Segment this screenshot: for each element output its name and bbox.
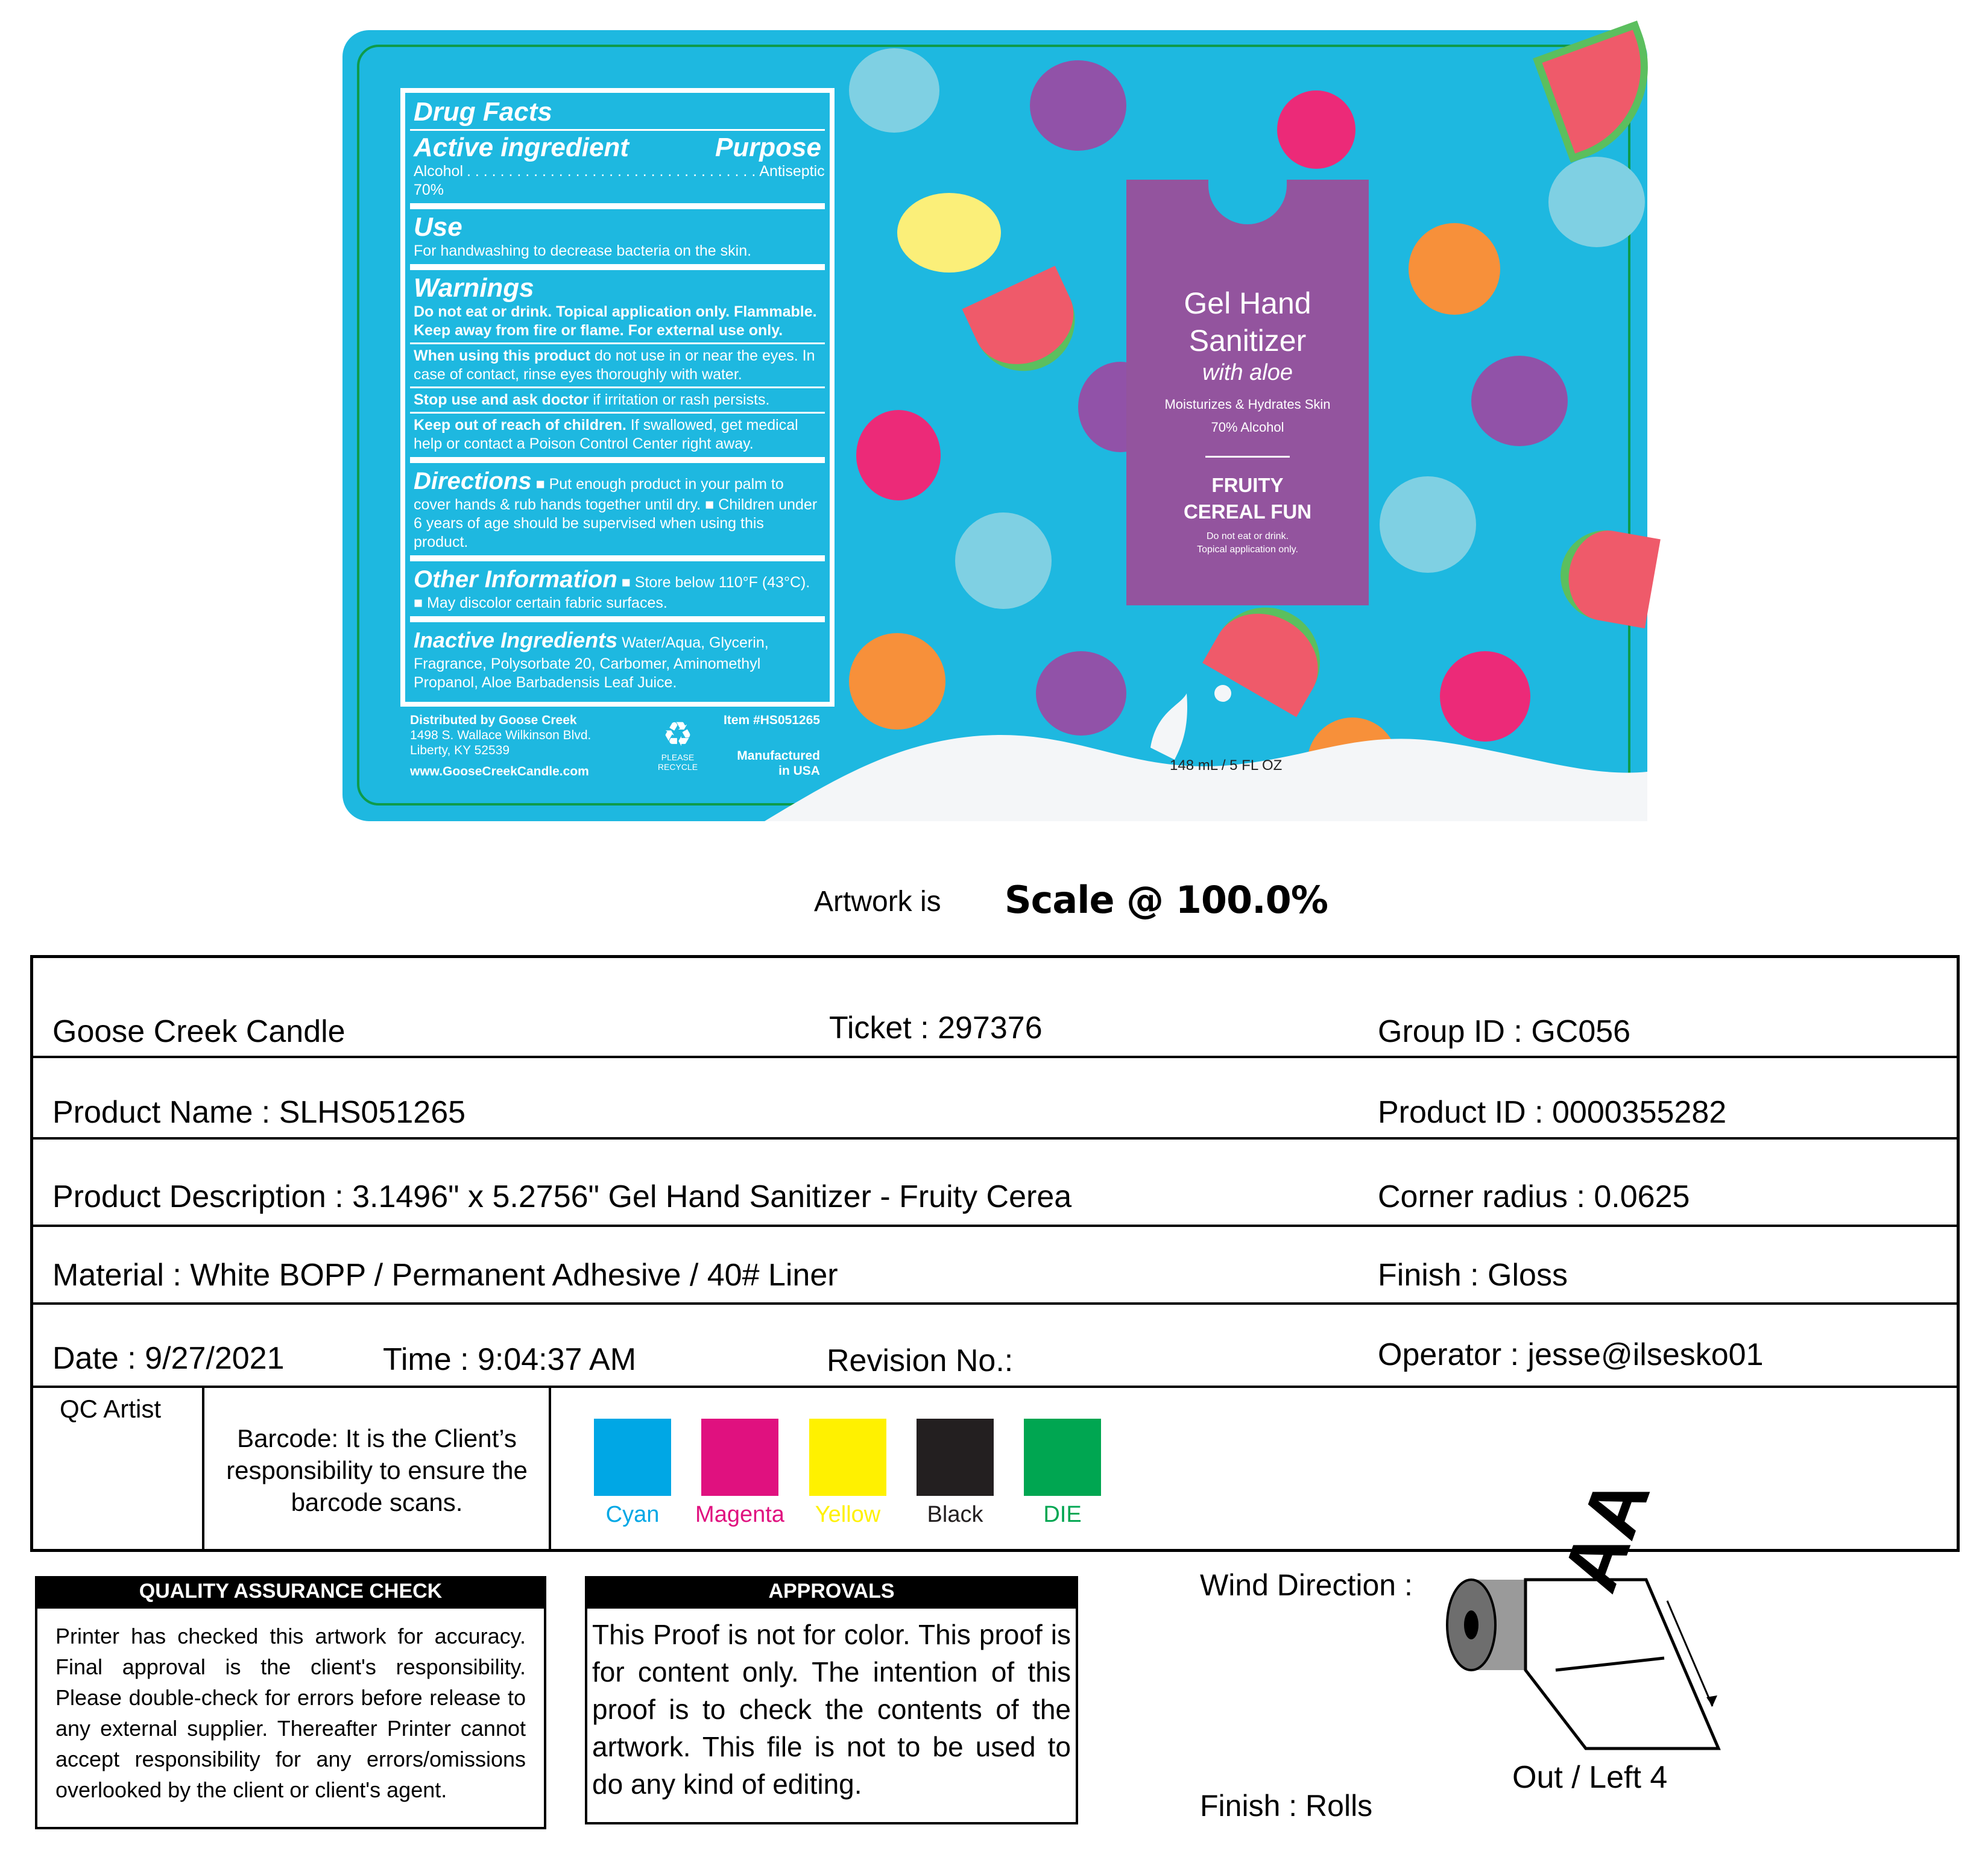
distributor-city: Liberty, KY 52539 xyxy=(410,743,510,757)
yellow-label: Yellow xyxy=(815,1502,881,1527)
drug-facts-panel xyxy=(400,88,835,707)
use-header: Use xyxy=(414,212,462,242)
cyan-label: Cyan xyxy=(605,1502,660,1527)
divider xyxy=(410,457,825,463)
divider xyxy=(410,264,825,270)
flower-decoration xyxy=(1380,476,1476,573)
raspberry-decoration xyxy=(856,410,941,500)
use-text: For handwashing to decrease bacteria on the skin. xyxy=(414,242,752,259)
panel-divider xyxy=(1205,456,1290,458)
approvals-text: This Proof is not for color. This proof is for content only. The intention of this proof is to check the contents of the artwork. This file is not to be used to do any kind of editing. xyxy=(592,1619,1071,1800)
label-artwork xyxy=(342,30,1647,821)
product-title-line: Gel Hand xyxy=(1184,286,1311,320)
product-title-line: Sanitizer xyxy=(1188,324,1307,358)
other-info-header: Other Information xyxy=(414,566,617,593)
divider xyxy=(410,616,825,622)
milk-splash xyxy=(765,657,1647,821)
approvals-box xyxy=(585,1606,1078,1824)
divider xyxy=(410,412,825,414)
product-id: Product ID : 0000355282 xyxy=(1378,1095,1727,1130)
wind-glyph: AA xyxy=(1545,1465,1667,1603)
recycle-text: PLEASE xyxy=(661,752,695,762)
warnings-header: Warnings xyxy=(414,273,534,303)
scale-value: Scale @ 100.0% xyxy=(1005,878,1328,922)
product-title xyxy=(1126,285,1369,359)
product-name: Product Name : SLHS051265 xyxy=(52,1095,466,1130)
keep-out-text: If swallowed, get medical help or contact a Poison Control Center right away. xyxy=(414,417,798,452)
active-ingredient: Alcohol 70% xyxy=(414,163,463,198)
product-panel xyxy=(1126,180,1369,605)
other-info-text: ■ Store below 110°F (43°C). ■ May discolor certain fabric surfaces. xyxy=(414,574,810,611)
grape-decoration xyxy=(1030,60,1126,151)
flower-decoration xyxy=(1548,157,1645,247)
barcode-note: Barcode: It is the Client’s responsibility to ensure the barcode scans. xyxy=(226,1424,528,1516)
purpose-header: Purpose xyxy=(715,133,821,162)
recycle-block xyxy=(649,716,707,772)
product-description: Product Description : 3.1496" x 5.2756" Gel Hand Sanitizer - Fruity Cerea xyxy=(52,1179,1072,1214)
divider xyxy=(410,386,825,388)
scale-prefix: Artwork is xyxy=(814,886,941,918)
qa-box xyxy=(35,1606,546,1829)
table-rule xyxy=(33,1225,1957,1227)
panel-warning: Topical application only. xyxy=(1197,544,1298,555)
table-rule xyxy=(202,1386,204,1549)
net-contents: 148 mL / 5 FL OZ xyxy=(1170,757,1283,774)
directions-header: Directions xyxy=(414,468,532,494)
product-claim: Moisturizes & Hydrates Skin xyxy=(1164,397,1331,412)
made-in: Manufactured xyxy=(737,749,820,763)
time: Time : 9:04:37 AM xyxy=(383,1342,637,1377)
operator: Operator : jesse@ilsesko01 xyxy=(1378,1337,1764,1372)
wind-direction-label: Wind Direction : xyxy=(1200,1568,1413,1602)
directions-text: ■ Put enough product in your palm to cover hands & rub hands together until dry. ■ Children under 6 years of age should be supervised when using this product. xyxy=(414,476,818,550)
table-rule xyxy=(33,1137,1957,1140)
yellow-swatch xyxy=(809,1419,886,1496)
scent-name: FRUITY xyxy=(1211,474,1284,496)
distributor-website: www.GooseCreekCandle.com xyxy=(410,765,589,778)
ticket: Ticket : 297376 xyxy=(829,1011,1043,1045)
die-label: DIE xyxy=(1043,1502,1082,1527)
flower-decoration xyxy=(955,512,1052,609)
finish-rolls: Finish : Rolls xyxy=(1200,1789,1373,1823)
raspberry-decoration xyxy=(1277,90,1355,169)
distributor-name: Distributed by Goose Creek xyxy=(410,713,577,727)
material: Material : White BOPP / Permanent Adhesive / 40# Liner xyxy=(52,1258,838,1293)
company-name: Goose Creek Candle xyxy=(52,1014,346,1049)
drug-facts-title: Drug Facts xyxy=(414,97,552,127)
stop-use-text: if irritation or rash persists. xyxy=(589,391,770,408)
recycle-text: RECYCLE xyxy=(657,762,698,772)
distributor-address: 1498 S. Wallace Wilkinson Blvd. xyxy=(410,728,592,742)
table-rule xyxy=(33,1056,1957,1058)
warnings-text: Do not eat or drink. Topical application only. Flammable. Keep away from fire or flame. For external use only. xyxy=(414,303,817,339)
cyan-swatch xyxy=(594,1419,671,1496)
revision-number: Revision No.: xyxy=(827,1343,1014,1378)
grape-decoration xyxy=(1471,356,1568,446)
divider xyxy=(410,129,825,131)
divider xyxy=(410,203,825,209)
product-subtitle: with aloe xyxy=(1202,360,1293,385)
roll-diagram xyxy=(1447,1568,1731,1761)
scent-name: CEREAL FUN xyxy=(1183,500,1312,523)
purpose-value: Antiseptic xyxy=(759,163,825,180)
dot-leader: . . . . . . . . . . . . . . . . . . . . . . . . . . . . . . . . . . . xyxy=(467,163,756,180)
qc-artist: QC Artist xyxy=(60,1395,162,1423)
qa-text: Printer has checked this artwork for accuracy. Final approval is the client's responsibility. Please double-check for errors before release to any external supplier. Thereafter Printer cannot accept responsibility for any errors/omissions overlooked by the client or client's agent. xyxy=(55,1624,526,1802)
corner-radius: Corner radius : 0.0625 xyxy=(1378,1179,1690,1214)
group-id: Group ID : GC056 xyxy=(1378,1014,1631,1049)
magenta-swatch xyxy=(701,1419,778,1496)
magenta-label: Magenta xyxy=(695,1502,784,1527)
table-rule xyxy=(549,1386,551,1549)
lemon-decoration xyxy=(897,193,1001,273)
inactive-text: Water/Aqua, Glycerin, Fragrance, Polysorbate 20, Carbomer, Aminomethyl Propanol, Aloe Barbadensis Leaf Juice. xyxy=(414,634,769,691)
table-rule xyxy=(33,1302,1957,1305)
inactive-header: Inactive Ingredients xyxy=(414,628,618,652)
die-swatch xyxy=(1024,1419,1101,1496)
job-info-table xyxy=(30,955,1960,1552)
keep-out-label: Keep out of reach of children. xyxy=(414,417,626,434)
black-label: Black xyxy=(927,1502,983,1527)
when-using-text: do not use in or near the eyes. In case of contact, rinse eyes thoroughly with water. xyxy=(414,347,815,383)
when-using-label: When using this product xyxy=(414,347,591,364)
wind-direction-value: Out / Left 4 xyxy=(1512,1760,1668,1795)
product-alcohol: 70% Alcohol xyxy=(1211,420,1284,435)
date: Date : 9/27/2021 xyxy=(52,1341,285,1376)
approvals-header: APPROVALS xyxy=(585,1576,1078,1606)
recycle-icon: ♻ xyxy=(662,715,693,753)
flower-decoration xyxy=(849,48,939,133)
stop-use-label: Stop use and ask doctor xyxy=(414,391,589,408)
item-number: Item #HS051265 xyxy=(724,713,820,727)
orange-decoration xyxy=(1409,223,1500,315)
black-swatch xyxy=(917,1419,994,1496)
active-ingredient-header: Active ingredient xyxy=(414,133,629,162)
made-in: in USA xyxy=(778,764,820,778)
divider xyxy=(410,342,825,344)
panel-warning: Do not eat or drink. xyxy=(1206,531,1289,541)
table-rule xyxy=(33,1386,1957,1388)
panel-notch xyxy=(1208,178,1287,224)
divider xyxy=(410,555,825,561)
qa-header: QUALITY ASSURANCE CHECK xyxy=(35,1576,546,1606)
finish-gloss: Finish : Gloss xyxy=(1378,1258,1568,1293)
item-block xyxy=(724,713,820,778)
distributor-block xyxy=(410,713,591,779)
